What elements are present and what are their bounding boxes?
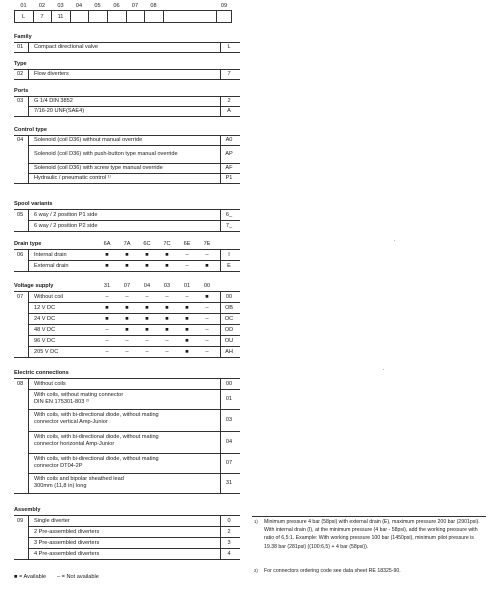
order-code-divider [126, 10, 127, 23]
drain-code: I [228, 251, 230, 258]
control-code-divider [220, 135, 221, 183]
voltage-availability-mark: ■ [185, 326, 189, 333]
control-code: P1 [225, 175, 233, 181]
voltage-availability-mark: – [105, 293, 109, 300]
voltage-header: Voltage supply [14, 283, 54, 289]
ports-code: 2 [227, 98, 231, 104]
footnote-1-text: Minimum pressure 4 bar (58psi) with external drain (E), maximum pressure 200 bar (2901psi). With internal drain (I), at the minimum pressure (4 bar - 58psi), add the working pressure with ratio of 6,5:1. Example: With working pressure 100 bar (1450psi), minimum pilot pressure is 19.38 bar (281psi) ((100:6,5) + 4 bar (58psi)). [264, 519, 480, 550]
family-top-rule [14, 42, 240, 43]
electric-number: 08 [17, 380, 24, 387]
type-row-label: Flow diverters [34, 71, 69, 77]
voltage-availability-mark: ■ [125, 315, 129, 322]
drain-availability-mark: ■ [165, 262, 169, 269]
voltage-availability-mark: – [125, 348, 129, 355]
ports-row-label: 7/16-20 UNF(SAE4) [34, 108, 85, 114]
drain-row-label: Internal drain [34, 251, 67, 258]
assembly-bottom-rule [14, 559, 240, 560]
voltage-availability-mark: – [105, 337, 109, 344]
voltage-availability-mark: ■ [185, 348, 189, 355]
voltage-availability-mark: – [205, 304, 209, 311]
control-row-label: Solenoid (coil D36) without manual override [34, 137, 143, 143]
control-code: AP [225, 151, 233, 157]
voltage-row-label: 24 V DC [34, 315, 56, 322]
drain-code: E [227, 262, 231, 269]
control-code: AF [225, 165, 233, 171]
control-row-label: Hydraulic / pneumatic control ¹⁾ [34, 175, 111, 181]
drain-num-divider [28, 249, 29, 271]
order-code-divider [216, 10, 217, 23]
electric-row-label: connector horizontal Amp-Junior [34, 441, 115, 448]
drain-row-label: External drain [34, 262, 69, 269]
order-code-divider [107, 10, 108, 23]
electric-row-label: With coils, with bi-directional diode, without mating [34, 412, 159, 418]
order-position-number: 09 [220, 3, 228, 9]
order-position-number: 06 [113, 3, 120, 9]
not-available-label: = Not available [61, 574, 99, 580]
control-row-rule [28, 163, 240, 164]
spool-code: 6_ [225, 211, 233, 218]
voltage-top-rule [14, 291, 240, 292]
drain-top-rule [14, 249, 240, 250]
order-position-number: 07 [131, 3, 139, 9]
assembly-code: 2 [227, 528, 231, 535]
voltage-availability-mark: ■ [145, 304, 149, 311]
family-row-label: Compact directional valve [34, 44, 99, 50]
voltage-availability-mark: – [145, 293, 149, 300]
voltage-availability-mark: ■ [145, 326, 149, 333]
drain-availability-mark: – [185, 262, 189, 269]
available-label: = Available [18, 574, 47, 580]
electric-num-divider [28, 378, 29, 493]
electric-row-label: 300mm (11,8 in) long [34, 483, 87, 490]
spool-row-rule [28, 220, 240, 221]
dot-mark: . [383, 366, 385, 372]
order-code-divider [144, 10, 145, 23]
voltage-code-divider [220, 291, 221, 357]
voltage-code: OD [224, 326, 234, 333]
drain-availability-mark: ■ [105, 262, 109, 269]
voltage-row-rule [28, 324, 240, 325]
voltage-availability-mark: – [125, 337, 129, 344]
voltage-code: OB [224, 304, 234, 311]
assembly-code-divider [220, 515, 221, 559]
electric-code: 31 [225, 480, 233, 486]
assembly-header: Assembly [14, 507, 41, 513]
voltage-availability-mark: ■ [105, 304, 109, 311]
electric-row-label: With coils, with bi-directional diode, without mating [34, 456, 159, 462]
voltage-column-header: 31 [103, 283, 111, 289]
family-header: Family [14, 34, 32, 40]
spool-code: 7_ [225, 222, 233, 229]
voltage-row-label: 96 V DC [34, 337, 56, 344]
voltage-availability-mark: ■ [105, 315, 109, 322]
voltage-availability-mark: – [145, 337, 149, 344]
ports-number: 03 [17, 98, 24, 104]
type-number: 02 [17, 71, 24, 77]
voltage-column-header: 00 [203, 283, 211, 289]
ports-code-divider [220, 96, 221, 116]
electric-row-label: With coils, with bi-directional diode, without mating [34, 434, 159, 440]
family-num-divider [28, 42, 29, 52]
voltage-availability-mark: – [105, 348, 109, 355]
voltage-row-rule [28, 302, 240, 303]
assembly-row-label: 4 Pre-assembled diverters [34, 550, 100, 557]
voltage-row-rule [28, 346, 240, 347]
drain-availability-mark: ■ [145, 251, 149, 258]
control-num-divider [28, 135, 29, 183]
order-position-number: 01 [20, 3, 27, 9]
drain-column-header: 7E [203, 241, 211, 247]
electric-top-rule [14, 378, 240, 379]
voltage-code: OC [224, 315, 234, 322]
voltage-column-header: 01 [183, 283, 191, 289]
voltage-availability-mark: ■ [125, 326, 129, 333]
assembly-number: 09 [17, 517, 24, 524]
voltage-number: 07 [17, 293, 24, 300]
order-code-divider [88, 10, 89, 23]
voltage-availability-mark: ■ [165, 326, 169, 333]
voltage-row-rule [28, 313, 240, 314]
electric-row-label: DIN EN 175301-803 ²⁾ [34, 399, 90, 406]
drain-column-header: 6C [143, 241, 151, 247]
footnote-2 [254, 567, 484, 575]
control-row-rule [28, 173, 240, 174]
not-available-symbol: – [56, 574, 61, 580]
spool-header: Spool variants [14, 201, 53, 207]
drain-number: 06 [17, 251, 24, 258]
type-top-rule [14, 69, 240, 70]
electric-row-rule [28, 431, 240, 432]
voltage-availability-mark: ■ [165, 315, 169, 322]
voltage-availability-mark: ■ [185, 337, 189, 344]
type-num-divider [28, 69, 29, 79]
order-position-value: 11 [57, 14, 64, 20]
voltage-availability-mark: – [145, 348, 149, 355]
voltage-availability-mark: – [205, 337, 209, 344]
drain-code-divider [220, 249, 221, 271]
dot-mark: . [394, 237, 396, 243]
control-number: 04 [17, 137, 24, 143]
voltage-availability-mark: – [165, 293, 169, 300]
voltage-availability-mark: – [205, 315, 209, 322]
voltage-availability-mark: – [105, 326, 109, 333]
electric-code: 00 [225, 380, 233, 387]
electric-row-rule [28, 389, 240, 390]
voltage-code: 00 [225, 293, 233, 300]
assembly-num-divider [28, 515, 29, 559]
drain-availability-mark: ■ [205, 262, 209, 269]
electric-header: Electric connections [14, 370, 69, 376]
voltage-num-divider [28, 291, 29, 357]
ports-row-rule [28, 106, 240, 107]
footnote-2-mark: 2) [254, 568, 258, 573]
drain-availability-mark: ■ [105, 251, 109, 258]
assembly-code: 3 [227, 539, 231, 546]
assembly-row-rule [28, 548, 240, 549]
control-code: A0 [225, 137, 233, 143]
assembly-row-label: Single diverter [34, 517, 70, 524]
drain-column-header: 7A [123, 241, 131, 247]
control-row-rule [28, 145, 240, 146]
ports-num-divider [28, 96, 29, 116]
order-position-number: 05 [94, 3, 101, 9]
voltage-row-label: 205 V DC [34, 348, 59, 355]
footnote-1 [254, 518, 484, 551]
voltage-column-header: 03 [163, 283, 171, 289]
order-position-number: 03 [57, 3, 64, 9]
voltage-row-label: 12 V DC [34, 304, 56, 311]
voltage-availability-mark: – [205, 326, 209, 333]
footnote-divider [252, 516, 486, 517]
voltage-availability-mark: ■ [185, 304, 189, 311]
drain-availability-mark: ■ [165, 251, 169, 258]
electric-row-label: With coils and bipolar sheathed lead [34, 476, 124, 482]
assembly-row-rule [28, 537, 240, 538]
ports-row-label: G 1/4 DIN 3852 [34, 98, 73, 104]
assembly-row-rule [28, 526, 240, 527]
family-code-divider [220, 42, 221, 52]
available-symbol: ■ [14, 574, 18, 580]
electric-row-rule [28, 473, 240, 474]
electric-code: 03 [225, 417, 233, 423]
electric-code: 07 [225, 460, 233, 466]
electric-row-rule [28, 409, 240, 410]
type-code-divider [220, 69, 221, 79]
ports-top-rule [14, 96, 240, 97]
voltage-availability-mark: ■ [185, 315, 189, 322]
drain-row-rule [28, 260, 240, 261]
spool-row-label: 6 way / 2 position P1 side [34, 211, 98, 218]
family-code: L [227, 44, 231, 50]
voltage-availability-mark: – [165, 337, 169, 344]
order-position-value: 7 [40, 14, 44, 20]
electric-row-label: Without coils [34, 381, 66, 387]
voltage-availability-mark: – [125, 293, 129, 300]
family-bottom-rule [14, 52, 240, 53]
drain-column-header: 6A [103, 241, 111, 247]
drain-availability-mark: ■ [125, 262, 129, 269]
order-code-divider [163, 10, 164, 23]
drain-header: Drain type [14, 241, 42, 247]
voltage-availability-mark: – [185, 293, 189, 300]
drain-bottom-rule [14, 271, 240, 272]
control-row-label: Solenoid (coil D36) with screw type manual override [34, 165, 163, 171]
electric-code-divider [220, 378, 221, 493]
control-header: Control type [14, 127, 47, 133]
order-code-divider [70, 10, 71, 23]
control-bottom-rule [14, 183, 240, 184]
assembly-code: 4 [227, 550, 231, 557]
voltage-availability-mark: ■ [205, 293, 209, 300]
voltage-bottom-rule [14, 357, 240, 358]
spool-num-divider [28, 209, 29, 231]
voltage-code: AH [225, 348, 233, 355]
electric-row-label: With coils, without mating connector [34, 392, 124, 398]
footnote-1-mark: 1) [254, 519, 258, 524]
drain-availability-mark: ■ [125, 251, 129, 258]
voltage-availability-mark: – [205, 348, 209, 355]
electric-row-label: connector vertical Amp-Junior [34, 419, 108, 426]
legend [14, 575, 99, 581]
drain-column-header: 6E [183, 241, 191, 247]
order-position-number: 04 [75, 3, 83, 9]
order-position-number: 02 [38, 3, 46, 9]
drain-availability-mark: – [205, 251, 209, 258]
family-number: 01 [17, 44, 24, 50]
voltage-availability-mark: ■ [125, 304, 129, 311]
spool-row-label: 6 way / 2 position P2 side [34, 222, 98, 229]
control-top-rule [14, 135, 240, 136]
voltage-code: OU [224, 337, 234, 344]
voltage-row-label: 48 V DC [34, 326, 56, 333]
control-row-label: Solenoid (coil D36) with push-button type manual override [34, 151, 178, 157]
voltage-row-label: Without coil [34, 293, 63, 300]
voltage-availability-mark: ■ [145, 315, 149, 322]
ports-bottom-rule [14, 116, 240, 117]
voltage-row-rule [28, 335, 240, 336]
electric-bottom-rule [14, 493, 240, 494]
spool-bottom-rule [14, 231, 240, 232]
electric-row-label: connector DT04-2P [34, 463, 83, 470]
assembly-top-rule [14, 515, 240, 516]
order-position-number: 08 [150, 3, 157, 9]
ports-code: A [227, 108, 231, 114]
electric-code: 01 [225, 396, 233, 402]
voltage-availability-mark: ■ [165, 304, 169, 311]
assembly-row-label: 2 Pre-assembled diverters [34, 528, 100, 535]
footnote-2-text: For connectors ordering code see data sheet RE 18325-90. [264, 568, 401, 574]
spool-code-divider [220, 209, 221, 231]
electric-row-rule [28, 453, 240, 454]
drain-column-header: 7C [163, 241, 171, 247]
voltage-column-header: 04 [143, 283, 151, 289]
electric-code: 04 [225, 439, 233, 445]
drain-availability-mark: – [185, 251, 189, 258]
assembly-code: 0 [227, 517, 231, 524]
type-bottom-rule [14, 79, 240, 80]
order-position-value: L [21, 14, 26, 20]
voltage-column-header: 07 [123, 283, 131, 289]
type-header: Type [14, 61, 27, 67]
spool-number: 05 [17, 211, 24, 218]
voltage-availability-mark: – [165, 348, 169, 355]
assembly-row-label: 3 Pre-assembled diverters [34, 539, 100, 546]
type-code: 7 [227, 71, 231, 77]
drain-availability-mark: ■ [145, 262, 149, 269]
spool-top-rule [14, 209, 240, 210]
ports-header: Ports [14, 88, 29, 94]
